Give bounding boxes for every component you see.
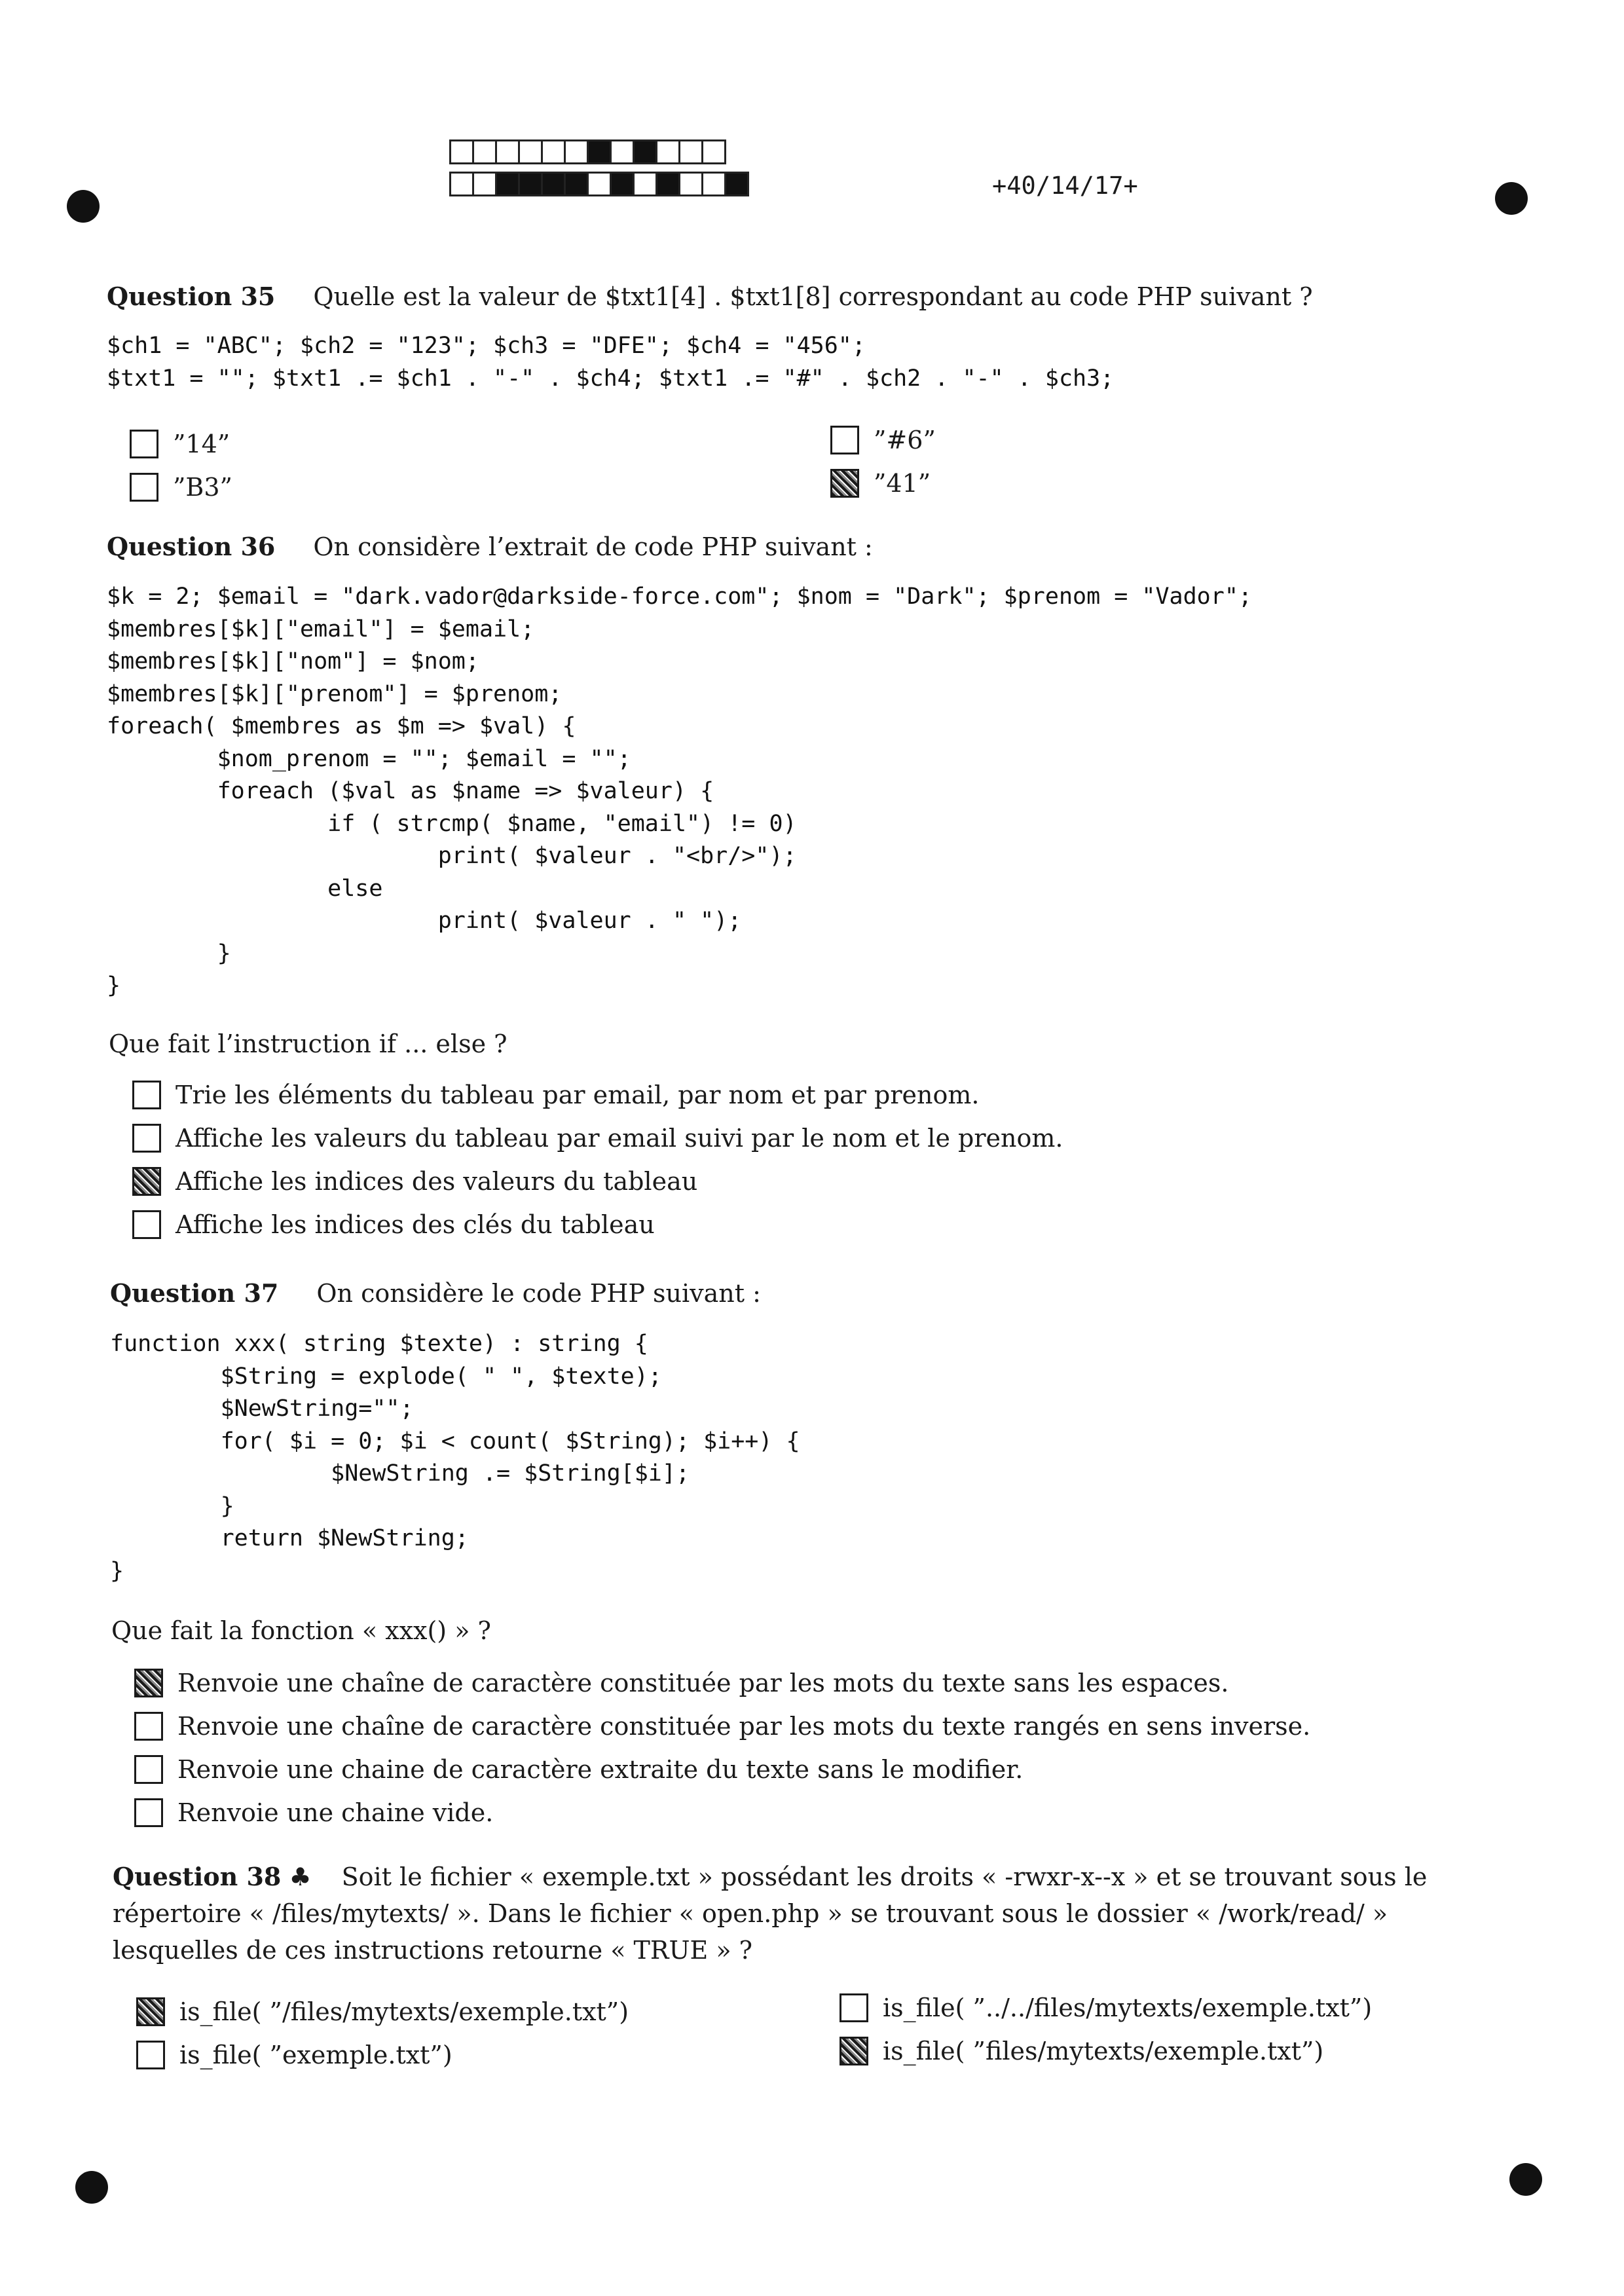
page-code-grid-row-1 — [449, 139, 724, 164]
option-label: is_file( ”files/mytexts/exemple.txt”) — [883, 2037, 1324, 2065]
option-label: Affiche les valeurs du tableau par email suivi par le nom et le prenom. — [175, 1124, 1063, 1153]
q35-option-1[interactable] — [130, 430, 230, 458]
q37-option-1[interactable] — [134, 1669, 1228, 1697]
question-35-code: $ch1 = "ABC"; $ch2 = "123"; $ch3 = "DFE"; $ch4 = "456"; $txt1 = ""; $txt1 .= $ch1 . "-" . $ch4; $txt1 .= "#" . $ch2 . "-" . $ch3; — [107, 333, 1115, 392]
option-label: ”#6” — [874, 426, 936, 454]
page-code-grid-row-2 — [449, 172, 747, 196]
grid-cell — [587, 139, 612, 164]
grid-cell — [610, 139, 635, 164]
checkbox[interactable] — [132, 1167, 161, 1196]
checkbox[interactable] — [134, 1669, 163, 1697]
grid-cell — [564, 172, 589, 196]
registration-mark-bottom-left — [75, 2171, 108, 2204]
option-label: is_file( ”../../files/mytexts/exemple.txt”) — [883, 1993, 1373, 2022]
q35-option-3[interactable] — [130, 473, 232, 502]
grid-cell — [655, 172, 680, 196]
grid-cell — [655, 139, 680, 164]
q37-option-4[interactable] — [134, 1798, 493, 1827]
q37-option-3[interactable] — [134, 1755, 1023, 1784]
grid-cell — [518, 172, 543, 196]
q38-option-2[interactable] — [840, 1993, 1372, 2022]
option-label: ”B3” — [173, 473, 232, 502]
checkbox[interactable] — [130, 430, 158, 458]
option-label: ”41” — [874, 469, 931, 498]
grid-cell — [518, 139, 543, 164]
q35-option-4[interactable] — [830, 469, 931, 498]
q36-option-2[interactable] — [132, 1124, 1063, 1153]
grid-cell — [701, 172, 726, 196]
option-label: Trie les éléments du tableau par email, par nom et par prenom. — [175, 1081, 980, 1109]
question-prompt: Quelle est la valeur de $txt1[4] . $txt1[8] correspondant au code PHP suivant ? — [313, 282, 1313, 311]
q36-option-3[interactable] — [132, 1167, 697, 1196]
grid-cell — [701, 139, 726, 164]
option-label: Renvoie une chaîne de caractère constituée par les mots du texte rangés en sens inverse. — [177, 1712, 1311, 1741]
grid-cell — [495, 139, 520, 164]
checkbox[interactable] — [134, 1798, 163, 1827]
q38-option-1[interactable] — [136, 1997, 629, 2026]
registration-mark-top-right — [1495, 182, 1528, 215]
checkbox[interactable] — [840, 2037, 868, 2065]
checkbox[interactable] — [136, 2041, 165, 2069]
checkbox[interactable] — [132, 1210, 161, 1239]
checkbox[interactable] — [130, 473, 158, 502]
grid-cell — [587, 172, 612, 196]
q38-option-3[interactable] — [136, 2041, 452, 2069]
registration-mark-top-left — [67, 190, 100, 223]
grid-cell — [449, 172, 474, 196]
checkbox[interactable] — [134, 1712, 163, 1741]
question-38-block — [113, 1859, 1506, 1969]
grid-cell — [541, 139, 566, 164]
checkbox[interactable] — [136, 1997, 165, 2026]
question-label: Question 36 — [107, 532, 276, 561]
club-icon: ♣ — [289, 1862, 312, 1891]
question-35-title — [107, 282, 1313, 311]
registration-mark-bottom-right — [1509, 2163, 1542, 2196]
question-label: Question 37 — [110, 1278, 279, 1308]
checkbox[interactable] — [830, 469, 859, 498]
question-37-title — [110, 1278, 761, 1308]
checkbox[interactable] — [134, 1755, 163, 1784]
grid-cell — [472, 172, 497, 196]
grid-cell — [633, 172, 657, 196]
q36-option-4[interactable] — [132, 1210, 655, 1239]
checkbox[interactable] — [132, 1124, 161, 1153]
grid-cell — [610, 172, 635, 196]
question-36-title — [107, 532, 873, 561]
grid-cell — [678, 139, 703, 164]
option-label: is_file( ”/files/mytexts/exemple.txt”) — [179, 1997, 629, 2026]
question-37-question: Que fait la fonction « xxx() » ? — [111, 1616, 491, 1645]
grid-cell — [449, 139, 474, 164]
grid-cell — [541, 172, 566, 196]
question-prompt: On considère l’extrait de code PHP suivant : — [313, 532, 873, 561]
question-36-question: Que fait l’instruction if ... else ? — [109, 1029, 507, 1058]
option-label: Affiche les indices des valeurs du tableau — [175, 1167, 698, 1196]
question-prompt: Soit le fichier « exemple.txt » possédant les droits « -rwxr-x--x » et se trouvant sous le répertoire « /files/mytexts/ ». Dans le fichier « open.php » se trouvant sous le dossier « /work/read/ » lesquelles de ces instructions retourne « TRUE » ? — [113, 1862, 1428, 1965]
option-label: ”14” — [173, 430, 231, 458]
q37-option-2[interactable] — [134, 1712, 1310, 1741]
question-label: Question 38 — [113, 1862, 282, 1891]
option-label: Renvoie une chaine vide. — [177, 1798, 494, 1827]
option-label: Renvoie une chaine de caractère extraite du texte sans le modifier. — [177, 1755, 1024, 1784]
grid-cell — [564, 139, 589, 164]
checkbox[interactable] — [840, 1993, 868, 2022]
grid-cell — [633, 139, 657, 164]
grid-cell — [724, 172, 749, 196]
grid-cell — [472, 139, 497, 164]
grid-cell — [495, 172, 520, 196]
checkbox[interactable] — [830, 426, 859, 454]
question-prompt: On considère le code PHP suivant : — [316, 1279, 761, 1308]
q38-option-4[interactable] — [840, 2037, 1323, 2065]
checkbox[interactable] — [132, 1081, 161, 1109]
option-label: is_file( ”exemple.txt”) — [179, 2041, 452, 2069]
option-label: Affiche les indices des clés du tableau — [175, 1210, 655, 1239]
option-label: Renvoie une chaîne de caractère constituée par les mots du texte sans les espaces. — [177, 1669, 1229, 1697]
question-37-code: function xxx( string $texte) : string { $String = explode( " ", $texte); $NewString=""; for( $i = 0; $i < count( $String); $i++) { $NewString .= $String[$i]; } return $NewString; } — [110, 1331, 800, 1584]
question-label: Question 35 — [107, 282, 276, 311]
question-36-code: $k = 2; $email = "dark.vador@darkside-force.com"; $nom = "Dark"; $prenom = "Vador"; $membres[$k]["email"] = $email; $membres[$k]["nom"] = $nom; $membres[$k]["prenom"] = $prenom; foreach( $membres as $m => $val) { $nom_prenom = ""; $email = ""; foreach ($val as $name => $valeur) { if ( strcmp( $name, "email") != 0) print( $valeur . "<br/>"); else print( $valeur . " "); } } — [107, 583, 1252, 999]
q35-option-2[interactable] — [830, 426, 936, 454]
q36-option-1[interactable] — [132, 1081, 979, 1109]
page-code: +40/14/17+ — [992, 172, 1138, 200]
grid-cell — [678, 172, 703, 196]
